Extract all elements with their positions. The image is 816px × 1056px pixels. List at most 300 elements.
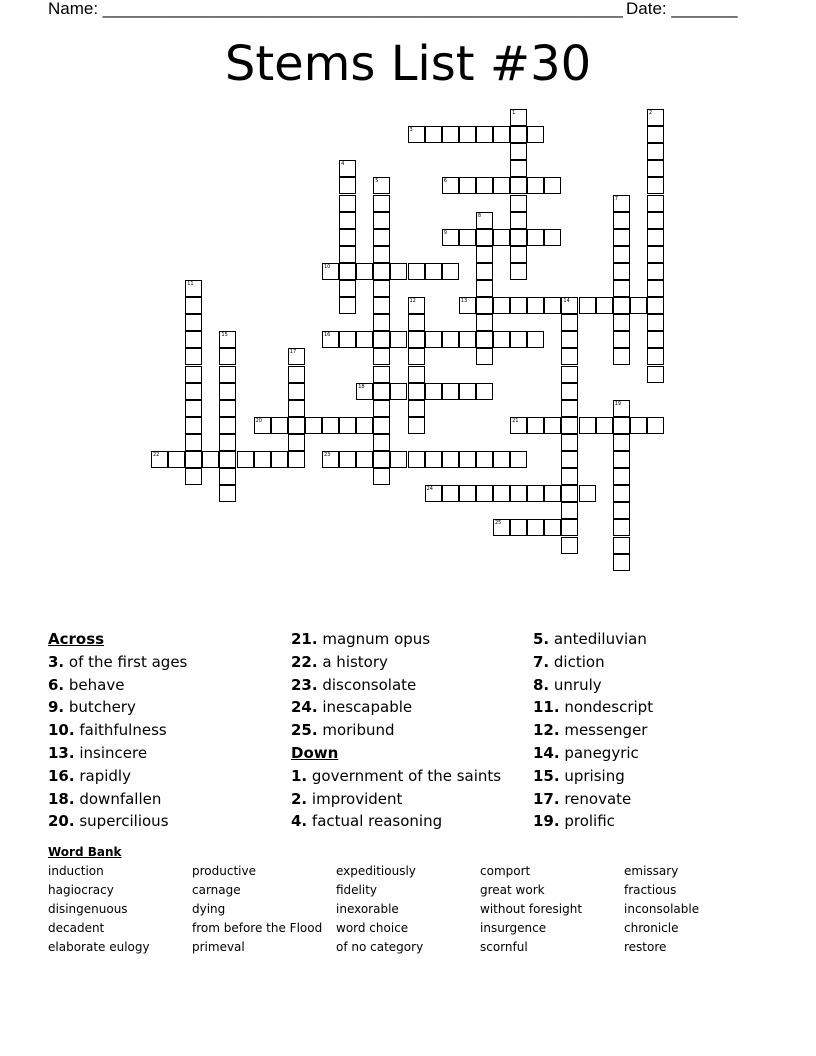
crossword-cell[interactable] [408, 366, 425, 383]
crossword-cell[interactable] [596, 417, 613, 434]
word-bank-item: insurgence [480, 921, 547, 935]
clue-text: unruly [549, 675, 602, 694]
crossword-cell[interactable] [442, 126, 459, 143]
crossword-cell[interactable] [219, 417, 236, 434]
crossword-cell[interactable] [613, 195, 630, 212]
crossword-cell[interactable] [613, 417, 630, 434]
crossword-cell[interactable] [459, 229, 476, 246]
crossword-cell[interactable] [339, 297, 356, 314]
crossword-cell[interactable] [476, 212, 493, 229]
clue-number: 15 [221, 332, 228, 339]
crossword-cell[interactable] [356, 451, 373, 468]
crossword-cell[interactable] [561, 537, 578, 554]
clue-number: 24 [426, 486, 433, 493]
crossword-cell[interactable] [613, 246, 630, 263]
crossword-cell[interactable] [630, 297, 647, 314]
crossword-cell[interactable] [476, 263, 493, 280]
crossword-cell[interactable] [613, 348, 630, 365]
crossword-cell[interactable] [373, 229, 390, 246]
crossword-cell[interactable] [442, 263, 459, 280]
clue-number: 19 [614, 400, 622, 407]
crossword-cell[interactable] [339, 212, 356, 229]
crossword-cell[interactable] [613, 485, 630, 502]
clue-number: 10. [48, 721, 75, 740]
crossword-cell[interactable] [527, 519, 544, 536]
crossword-cell[interactable] [322, 417, 339, 434]
crossword-cell[interactable] [527, 229, 544, 246]
page-title: Stems List #30 [224, 36, 592, 92]
clue-item [291, 674, 501, 697]
clue-number: 12. [533, 721, 560, 740]
crossword-cell[interactable] [476, 485, 493, 502]
clue-text: supercilious [74, 812, 169, 831]
crossword-cell[interactable] [288, 366, 305, 383]
clue-number: 13 [460, 298, 468, 305]
clue-item [533, 674, 653, 697]
clue-item [48, 765, 187, 788]
clue-number: 5. [533, 630, 550, 648]
clue-number: 23 [324, 452, 331, 458]
crossword-cell[interactable] [527, 331, 544, 348]
clue-number: 1. [291, 766, 308, 785]
word-bank-item: primeval [192, 940, 245, 954]
crossword-cell[interactable] [510, 160, 527, 177]
crossword-cell[interactable] [219, 451, 236, 468]
crossword-cell[interactable] [647, 314, 664, 331]
crossword-cell[interactable] [613, 263, 630, 280]
crossword-cell[interactable] [561, 485, 578, 502]
crossword-cell[interactable] [613, 502, 630, 519]
crossword-cell[interactable] [425, 485, 442, 502]
word-bank-item: carnage [192, 883, 241, 897]
crossword-cell[interactable] [356, 417, 373, 434]
crossword-cell[interactable] [373, 468, 390, 485]
crossword-cell[interactable] [647, 348, 664, 365]
crossword-cell[interactable] [613, 400, 630, 417]
crossword-cell[interactable] [442, 177, 459, 194]
crossword-cell[interactable] [202, 451, 219, 468]
clue-number: 23. [291, 675, 318, 694]
clue-item [48, 696, 187, 719]
crossword-cell[interactable] [527, 417, 544, 434]
word-bank-column [624, 862, 699, 957]
crossword-cell[interactable] [510, 246, 527, 263]
crossword-cell[interactable] [476, 280, 493, 297]
clue-section-heading: Across [48, 630, 105, 648]
crossword-cell[interactable] [356, 331, 373, 348]
crossword-cell[interactable] [425, 126, 442, 143]
clue-text: a history [317, 652, 388, 671]
clue-text: magnum opus [317, 630, 431, 648]
word-bank-column [48, 862, 150, 957]
crossword-cell[interactable] [561, 417, 578, 434]
crossword-cell[interactable] [339, 246, 356, 263]
crossword-cell[interactable] [408, 314, 425, 331]
crossword-cell[interactable] [254, 451, 271, 468]
crossword-cell[interactable] [510, 212, 527, 229]
crossword-cell[interactable] [647, 280, 664, 297]
crossword-cell[interactable] [647, 126, 664, 143]
crossword-cell[interactable] [373, 331, 390, 348]
crossword-cell[interactable] [510, 297, 527, 314]
crossword-cell[interactable] [219, 400, 236, 417]
clue-item [291, 696, 501, 719]
crossword-cell[interactable] [390, 383, 407, 400]
crossword-cell[interactable] [356, 263, 373, 280]
crossword-cell[interactable] [510, 263, 527, 280]
crossword-cell[interactable] [647, 177, 664, 194]
crossword-cell[interactable] [185, 297, 202, 314]
clue-number: 21 [512, 417, 519, 424]
clue-number: 22 [153, 452, 160, 458]
crossword-cell[interactable] [322, 263, 339, 280]
crossword-cell[interactable] [390, 331, 407, 348]
crossword-cell[interactable] [510, 109, 527, 126]
crossword-cell[interactable] [510, 143, 527, 160]
crossword-cell[interactable] [339, 195, 356, 212]
crossword-cell[interactable] [459, 297, 476, 314]
crossword-cell[interactable] [288, 348, 305, 365]
crossword-cell[interactable] [288, 400, 305, 417]
crossword-cell[interactable] [613, 229, 630, 246]
crossword-cell[interactable] [579, 485, 596, 502]
crossword-cell[interactable] [561, 451, 578, 468]
crossword-cell[interactable] [373, 434, 390, 451]
crossword-cell[interactable] [510, 126, 527, 143]
crossword-cell[interactable] [647, 212, 664, 229]
crossword-cell[interactable] [373, 348, 390, 365]
crossword-cell[interactable] [425, 451, 442, 468]
name-field-label: Name: _______________________________________________________ [48, 0, 623, 18]
crossword-cell[interactable] [185, 331, 202, 348]
crossword-cell[interactable] [219, 485, 236, 502]
clue-number: 17 [289, 349, 297, 356]
word-bank-item: restore [624, 940, 667, 954]
crossword-cell[interactable] [339, 331, 356, 348]
clue-number: 13. [48, 743, 75, 762]
crossword-cell[interactable] [339, 263, 356, 280]
crossword-cell[interactable] [561, 383, 578, 400]
crossword-cell[interactable] [613, 434, 630, 451]
crossword-cell[interactable] [408, 451, 425, 468]
word-bank-item: disingenuous [48, 902, 128, 916]
crossword-cell[interactable] [613, 297, 630, 314]
crossword-cell[interactable] [613, 331, 630, 348]
crossword-cell[interactable] [544, 177, 561, 194]
crossword-cell[interactable] [408, 417, 425, 434]
crossword-cell[interactable] [373, 383, 390, 400]
clue-number: 10 [324, 263, 331, 270]
crossword-cell[interactable] [613, 537, 630, 554]
crossword-cell[interactable] [373, 195, 390, 212]
crossword-cell[interactable] [408, 400, 425, 417]
crossword-cell[interactable] [647, 297, 664, 314]
clue-text: behave [64, 675, 125, 694]
crossword-cell[interactable] [476, 331, 493, 348]
clue-number: 25 [495, 520, 502, 527]
crossword-cell[interactable] [185, 348, 202, 365]
crossword-cell[interactable] [459, 177, 476, 194]
crossword-cell[interactable] [442, 485, 459, 502]
crossword-cell[interactable] [510, 451, 527, 468]
crossword-cell[interactable] [613, 519, 630, 536]
crossword-cell[interactable] [579, 417, 596, 434]
clue-item [291, 628, 501, 651]
crossword-cell[interactable] [442, 383, 459, 400]
crossword-cell[interactable] [544, 417, 561, 434]
clue-number: 6 [443, 178, 447, 185]
crossword-cell[interactable] [613, 314, 630, 331]
crossword-cell[interactable] [476, 348, 493, 365]
crossword-cell[interactable] [561, 297, 578, 314]
crossword-cell[interactable] [339, 160, 356, 177]
crossword-cell[interactable] [305, 417, 322, 434]
crossword-cell[interactable] [356, 383, 373, 400]
crossword-cell[interactable] [185, 434, 202, 451]
crossword-cell[interactable] [561, 400, 578, 417]
clue-item [48, 788, 187, 811]
crossword-cell[interactable] [544, 485, 561, 502]
clue-number: 16. [48, 766, 75, 785]
crossword-cell[interactable] [647, 417, 664, 434]
crossword-cell[interactable] [493, 229, 510, 246]
crossword-cell[interactable] [613, 212, 630, 229]
clue-item [48, 674, 187, 697]
clue-number: 2. [291, 789, 308, 808]
crossword-cell[interactable] [493, 519, 510, 536]
crossword-cell[interactable] [476, 177, 493, 194]
clue-item [48, 651, 187, 674]
crossword-cell[interactable] [476, 383, 493, 400]
crossword-cell[interactable] [647, 143, 664, 160]
crossword-cell[interactable] [647, 109, 664, 126]
crossword-cell[interactable] [408, 383, 425, 400]
crossword-cell[interactable] [288, 383, 305, 400]
crossword-cell[interactable] [476, 314, 493, 331]
crossword-cell[interactable] [408, 297, 425, 314]
crossword-cell[interactable] [510, 417, 527, 434]
clue-number: 2 [648, 110, 653, 116]
clue-column-1 [48, 628, 187, 833]
crossword-cell[interactable] [510, 177, 527, 194]
clue-text: inescapable [317, 698, 413, 717]
clue-number: 14. [533, 743, 560, 762]
crossword-cell[interactable] [373, 400, 390, 417]
crossword-cell[interactable] [561, 434, 578, 451]
crossword-cell[interactable] [476, 126, 493, 143]
clue-text: panegyric [559, 743, 639, 762]
crossword-cell[interactable] [647, 160, 664, 177]
crossword-cell[interactable] [425, 383, 442, 400]
crossword-cell[interactable] [219, 331, 236, 348]
crossword-cell[interactable] [185, 417, 202, 434]
crossword-cell[interactable] [219, 468, 236, 485]
word-bank-item: comport [480, 864, 531, 878]
crossword-cell[interactable] [185, 366, 202, 383]
crossword-cell[interactable] [339, 177, 356, 194]
crossword-cell[interactable] [322, 451, 339, 468]
crossword-cell[interactable] [647, 246, 664, 263]
crossword-cell[interactable] [459, 451, 476, 468]
crossword-cell[interactable] [288, 451, 305, 468]
clue-number: 7 [614, 195, 618, 202]
crossword-cell[interactable] [425, 331, 442, 348]
clue-item [48, 742, 187, 765]
crossword-cell[interactable] [185, 280, 202, 297]
clue-item [533, 742, 653, 765]
word-bank-item: induction [48, 864, 104, 878]
clue-number: 7. [533, 652, 550, 671]
clue-item [48, 810, 187, 833]
crossword-cell[interactable] [373, 212, 390, 229]
crossword-cell[interactable] [339, 229, 356, 246]
crossword-cell[interactable] [237, 451, 254, 468]
crossword-cell[interactable] [476, 229, 493, 246]
crossword-cell[interactable] [339, 280, 356, 297]
crossword-cell[interactable] [579, 297, 596, 314]
crossword-cell[interactable] [373, 246, 390, 263]
crossword-cell[interactable] [613, 280, 630, 297]
crossword-cell[interactable] [527, 485, 544, 502]
crossword-cell[interactable] [561, 314, 578, 331]
crossword-cell[interactable] [390, 263, 407, 280]
crossword-cell[interactable] [373, 417, 390, 434]
crossword-cell[interactable] [185, 314, 202, 331]
crossword-cell[interactable] [322, 331, 339, 348]
crossword-cell[interactable] [219, 348, 236, 365]
crossword-cell[interactable] [476, 451, 493, 468]
crossword-cell[interactable] [373, 263, 390, 280]
crossword-cell[interactable] [493, 297, 510, 314]
crossword-cell[interactable] [544, 519, 561, 536]
clue-item [533, 810, 653, 833]
word-bank-item: expeditiously [336, 864, 416, 878]
crossword-cell[interactable] [476, 246, 493, 263]
crossword-cell[interactable] [630, 417, 647, 434]
crossword-cell[interactable] [271, 417, 288, 434]
crossword-cell[interactable] [613, 554, 630, 571]
crossword-cell[interactable] [476, 297, 493, 314]
crossword-cell[interactable] [408, 348, 425, 365]
clue-text: nondescript [559, 698, 654, 717]
crossword-cell[interactable] [493, 331, 510, 348]
crossword-cell[interactable] [544, 229, 561, 246]
clue-number: 4. [291, 812, 308, 831]
crossword-cell[interactable] [459, 331, 476, 348]
crossword-cell[interactable] [510, 331, 527, 348]
crossword-cell[interactable] [373, 366, 390, 383]
crossword-cell[interactable] [459, 485, 476, 502]
crossword-cell[interactable] [493, 177, 510, 194]
crossword-cell[interactable] [168, 451, 185, 468]
crossword-cell[interactable] [459, 126, 476, 143]
crossword-cell[interactable] [561, 331, 578, 348]
crossword-cell[interactable] [561, 502, 578, 519]
crossword-cell[interactable] [493, 126, 510, 143]
clue-item [533, 651, 653, 674]
crossword-cell[interactable] [442, 331, 459, 348]
crossword-cell[interactable] [561, 348, 578, 365]
crossword-cell[interactable] [647, 331, 664, 348]
crossword-cell[interactable] [647, 229, 664, 246]
word-bank-item: elaborate eulogy [48, 940, 150, 954]
crossword-cell[interactable] [647, 366, 664, 383]
crossword-cell[interactable] [219, 366, 236, 383]
word-bank-item: fractious [624, 883, 677, 897]
clue-number: 15. [533, 766, 560, 785]
crossword-cell[interactable] [442, 451, 459, 468]
crossword-cell[interactable] [271, 451, 288, 468]
crossword-cell[interactable] [288, 417, 305, 434]
crossword-cell[interactable] [596, 297, 613, 314]
crossword-cell[interactable] [185, 451, 202, 468]
crossword-cell[interactable] [561, 519, 578, 536]
crossword-cell[interactable] [510, 519, 527, 536]
crossword-cell[interactable] [408, 126, 425, 143]
crossword-cell[interactable] [390, 451, 407, 468]
crossword-cell[interactable] [288, 434, 305, 451]
crossword-cell[interactable] [442, 229, 459, 246]
crossword-cell[interactable] [510, 485, 527, 502]
crossword-cell[interactable] [493, 451, 510, 468]
crossword-cell[interactable] [527, 297, 544, 314]
clue-text: of the first ages [64, 652, 188, 671]
crossword-cell[interactable] [219, 434, 236, 451]
crossword-cell[interactable] [493, 485, 510, 502]
word-bank-item: inconsolable [624, 902, 700, 916]
clue-number: 18 [358, 383, 365, 390]
crossword-cell[interactable] [561, 366, 578, 383]
crossword-cell[interactable] [185, 468, 202, 485]
crossword-cell[interactable] [527, 126, 544, 143]
crossword-cell[interactable] [647, 263, 664, 280]
crossword-cell[interactable] [373, 280, 390, 297]
clue-text: renovate [559, 789, 632, 808]
crossword-cell[interactable] [613, 468, 630, 485]
crossword-cell[interactable] [459, 383, 476, 400]
crossword-cell[interactable] [527, 177, 544, 194]
crossword-cell[interactable] [647, 195, 664, 212]
crossword-cell[interactable] [408, 263, 425, 280]
crossword-cell[interactable] [185, 400, 202, 417]
crossword-cell[interactable] [373, 314, 390, 331]
clue-item [533, 719, 653, 742]
crossword-cell[interactable] [544, 297, 561, 314]
clue-number: 11. [533, 698, 560, 717]
word-bank-item: hagiocracy [48, 883, 114, 897]
crossword-cell[interactable] [408, 331, 425, 348]
crossword-cell[interactable] [219, 383, 236, 400]
clue-text: government of the saints [307, 766, 502, 785]
crossword-cell[interactable] [373, 451, 390, 468]
crossword-cell[interactable] [254, 417, 271, 434]
clue-number: 19. [533, 812, 560, 831]
clue-number: 21. [291, 630, 318, 648]
crossword-cell[interactable] [613, 451, 630, 468]
crossword-cell[interactable] [561, 468, 578, 485]
crossword-cell[interactable] [373, 297, 390, 314]
clue-item [291, 788, 501, 811]
crossword-cell[interactable] [185, 383, 202, 400]
crossword-cell[interactable] [151, 451, 168, 468]
crossword-cell[interactable] [425, 263, 442, 280]
crossword-cell[interactable] [510, 229, 527, 246]
crossword-cell[interactable] [510, 195, 527, 212]
crossword-cell[interactable] [339, 417, 356, 434]
crossword-cell[interactable] [373, 177, 390, 194]
clue-number: 1 [512, 110, 516, 116]
crossword-cell[interactable] [339, 451, 356, 468]
